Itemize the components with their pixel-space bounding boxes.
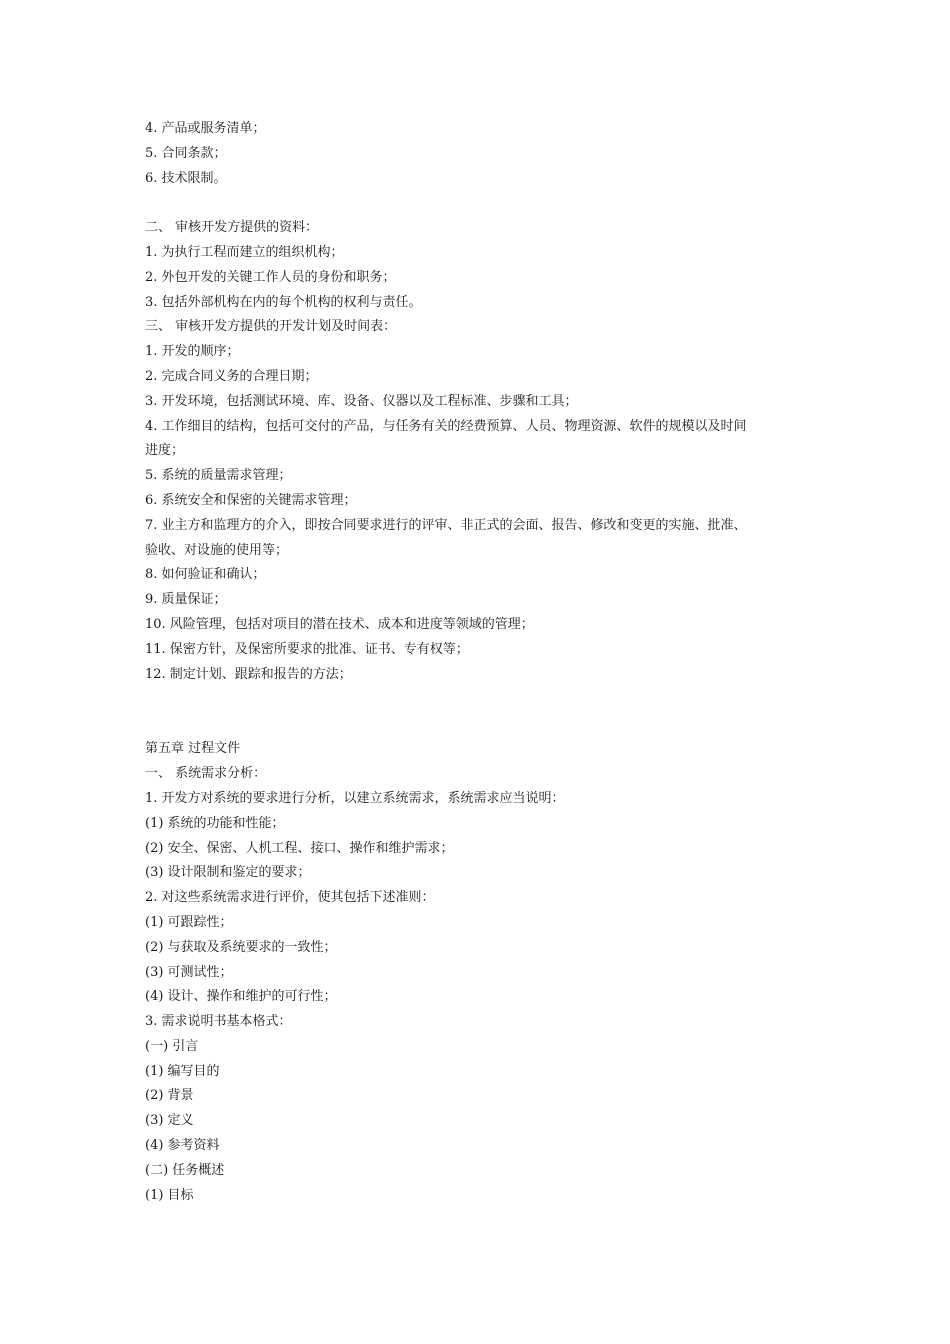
list-item: 1. 开发的顺序； bbox=[145, 344, 240, 360]
list-item: (4) 设计、操作和维护的可行性； bbox=[145, 989, 337, 1005]
list-item: (1) 可跟踪性； bbox=[145, 914, 233, 930]
list-item: (3) 设计限制和鉴定的要求； bbox=[145, 865, 311, 881]
section-heading: 二、 审核开发方提供的资料： bbox=[145, 220, 319, 236]
list-item: (2) 背景 bbox=[145, 1088, 194, 1104]
list-item-continuation: 验收、对设施的使用等； bbox=[145, 542, 289, 558]
list-item: (1) 目标 bbox=[145, 1187, 194, 1203]
list-item: (3) 可测试性； bbox=[145, 964, 233, 980]
section-b bbox=[145, 216, 825, 687]
list-item: 3. 包括外部机构在内的每个机构的权利与责任。 bbox=[145, 294, 422, 310]
list-item: (2) 安全、保密、人机工程、接口、操作和维护需求； bbox=[145, 840, 454, 856]
chapter-title: 第五章 过程文件 bbox=[145, 741, 241, 757]
section-heading: 三、 审核开发方提供的开发计划及时间表： bbox=[145, 319, 397, 335]
list-item: 3. 需求说明书基本格式： bbox=[145, 1014, 292, 1030]
list-item: 6. 技术限制。 bbox=[145, 170, 227, 186]
list-item: 2. 外包开发的关键工作人员的身份和职务； bbox=[145, 269, 396, 285]
section-heading: 一、 系统需求分析： bbox=[145, 766, 267, 782]
list-item: 2. 完成合同义务的合理日期； bbox=[145, 368, 318, 384]
list-item: 11. 保密方针，及保密所要求的批准、证书、专有权等； bbox=[145, 641, 469, 657]
list-item: 3. 开发环境，包括测试环境、库、设备、仪器以及工程标准、步骤和工具； bbox=[145, 393, 578, 409]
list-item-continuation: 进度； bbox=[145, 443, 185, 459]
list-item: (1) 编写目的 bbox=[145, 1063, 220, 1079]
section-c bbox=[145, 737, 825, 1208]
list-item: (4) 参考资料 bbox=[145, 1138, 220, 1154]
list-item: 9. 质量保证； bbox=[145, 592, 227, 608]
list-item: (二) 任务概述 bbox=[145, 1162, 225, 1178]
list-item: 4. 工作细目的结构，包括可交付的产品，与任务有关的经费预算、人员、物理资源、软件的规模以及时间 bbox=[145, 418, 747, 434]
list-item: 4. 产品或服务清单； bbox=[145, 121, 266, 136]
list-item: (一) 引言 bbox=[145, 1038, 199, 1054]
list-item: 6. 系统安全和保密的关键需求管理； bbox=[145, 492, 357, 508]
list-item: 1. 为执行工程而建立的组织机构； bbox=[145, 244, 344, 260]
list-item: 5. 合同条款； bbox=[145, 145, 227, 161]
chapter-spacer bbox=[145, 687, 825, 737]
list-item: (1) 系统的功能和性能； bbox=[145, 815, 285, 831]
list-item: 5. 系统的质量需求管理； bbox=[145, 468, 292, 484]
document-page bbox=[145, 117, 825, 1208]
list-item: 12. 制定计划、跟踪和报告的方法； bbox=[145, 666, 352, 682]
list-item: 7. 业主方和监理方的介入，即按合同要求进行的评审、非正式的会面、报告、修改和变更的实施、批准、 bbox=[145, 517, 747, 533]
list-item: 10. 风险管理，包括对项目的潜在技术、成本和进度等领域的管理； bbox=[145, 616, 534, 632]
list-item: (3) 定义 bbox=[145, 1113, 194, 1129]
list-item: 8. 如何验证和确认； bbox=[145, 567, 266, 583]
paragraph-spacer bbox=[145, 191, 825, 216]
list-item: (2) 与获取及系统要求的一致性； bbox=[145, 939, 337, 955]
list-item: 1. 开发方对系统的要求进行分析，以建立系统需求，系统需求应当说明： bbox=[145, 790, 565, 806]
list-item: 2. 对这些系统需求进行评价，使其包括下述准则： bbox=[145, 890, 435, 906]
section-a bbox=[145, 117, 825, 191]
